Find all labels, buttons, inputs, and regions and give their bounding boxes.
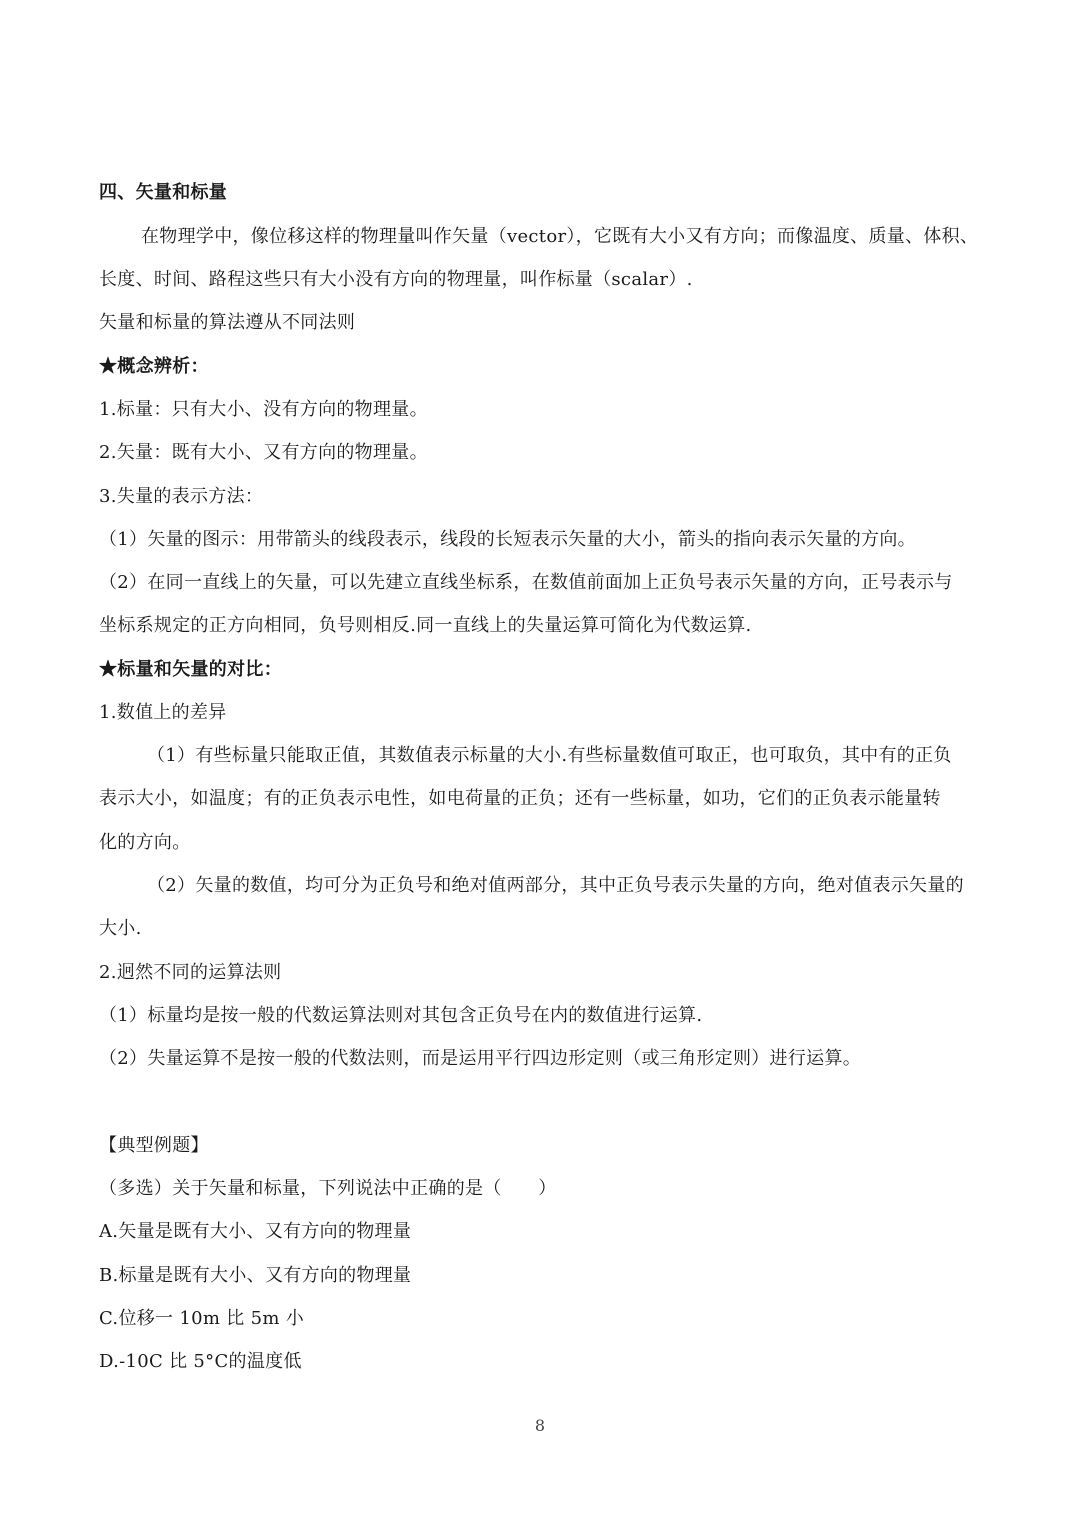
page-number: 8 <box>534 1416 546 1435</box>
concept-sub-2-line-1: （2）在同一直线上的矢量，可以先建立直线坐标系，在数值前面加上正负号表示矢量的方向，正号表示与 <box>99 572 953 593</box>
example-option-a: A.矢量是既有大小、又有方向的物理量 <box>99 1221 412 1242</box>
concept-item-2: 2.矢量：既有大小、又有方向的物理量。 <box>99 442 428 463</box>
compare-item-2: 2.迥然不同的运算法则 <box>99 962 282 983</box>
intro-line-3: 矢量和标量的算法遵从不同法则 <box>99 312 356 333</box>
example-option-d: D.-10C 比 5°C的温度低 <box>99 1351 302 1372</box>
concept-sub-2-line-2: 坐标系规定的正方向相同，负号则相反.同一直线上的失量运算可简化为代数运算. <box>99 615 752 636</box>
intro-line-1: 在物理学中，像位移这样的物理量叫作矢量（vector），它既有大小又有方向；而像温度、质量、体积、 <box>141 226 979 247</box>
example-question: （多选）关于矢量和标量，下列说法中正确的是（ ） <box>99 1178 557 1199</box>
compare-heading: ★标量和矢量的对比： <box>99 659 282 680</box>
section-title: 四、矢量和标量 <box>99 182 228 203</box>
example-option-c: C.位移一 10m 比 5m 小 <box>99 1308 305 1329</box>
concept-item-3: 3.失量的表示方法： <box>99 486 264 507</box>
concept-heading: ★概念辨析： <box>99 356 209 377</box>
example-option-b: B.标量是既有大小、又有方向的物理量 <box>99 1265 412 1286</box>
compare-p2-line-1: （2）矢量的数值，均可分为正负号和绝对值两部分，其中正负号表示失量的方向，绝对值表示矢量的 <box>147 875 964 896</box>
example-heading: 【典型例题】 <box>99 1135 209 1156</box>
compare-p1-line-1: （1）有些标量只能取正值，其数值表示标量的大小.有些标量数值可取正，也可取负，其中有的正负 <box>147 745 952 766</box>
compare-rule-2: （2）失量运算不是按一般的代数法则，而是运用平行四边形定则（或三角形定则）进行运算。 <box>99 1048 862 1069</box>
compare-p2-line-2: 大小. <box>99 918 142 939</box>
intro-line-2: 长度、时间、路程这些只有大小没有方向的物理量，叫作标量（scalar）. <box>99 269 693 290</box>
concept-item-1: 1.标量：只有大小、没有方向的物理量。 <box>99 399 428 420</box>
concept-sub-1: （1）矢量的图示：用带箭头的线段表示，线段的长短表示矢量的大小，箭头的指向表示矢量的方向。 <box>99 529 916 550</box>
compare-p1-line-3: 化的方向。 <box>99 832 191 853</box>
compare-rule-1: （1）标量均是按一般的代数运算法则对其包含正负号在内的数值进行运算. <box>99 1005 703 1026</box>
compare-p1-line-2: 表示大小，如温度；有的正负表示电性，如电荷量的正负；还有一些标量，如功，它们的正负表示能量转 <box>99 788 941 809</box>
compare-item-1: 1.数值上的差异 <box>99 702 227 723</box>
